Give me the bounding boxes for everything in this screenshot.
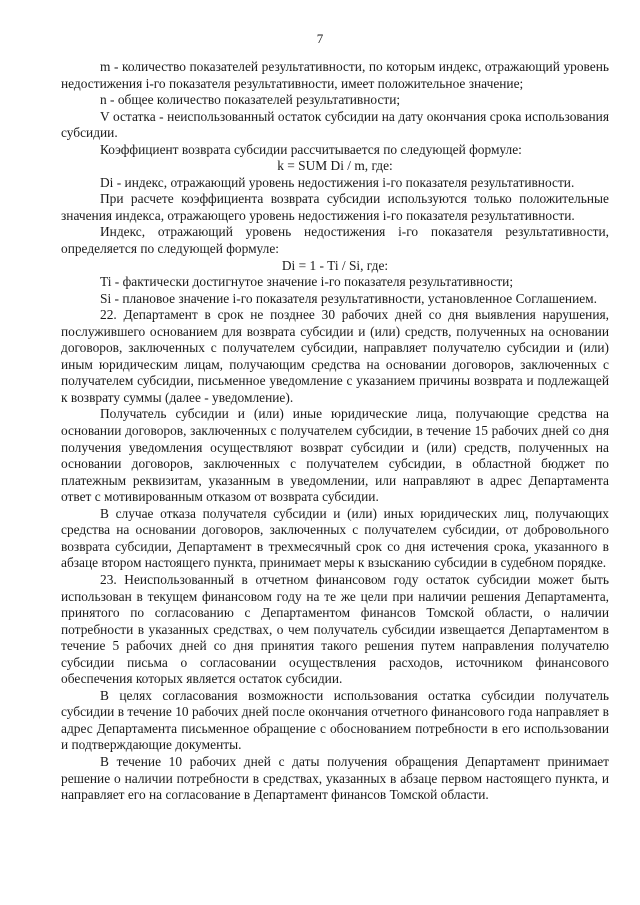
paragraph-coefficient-intro: Коэффициент возврата субсидии рассчитывается по следующей формуле: <box>100 141 522 157</box>
paragraph-refusal-case: В случае отказа получателя субсидии и (или) иных юридических лиц, получающих средства на основании договоров, заключенных с получателем субсидии, от добровольного возврата субсидии, Департамент в трехмесячный срок со дня истечения срока, указанного в абзаце втором настоящего пункта, принимает меры к взысканию субсидии в судебном порядке. <box>61 505 609 571</box>
paragraph-v-definition: V остатка - неиспользованный остаток субсидии на дату окончания срока использования субсидии. <box>61 108 609 141</box>
paragraph-n-definition: n - общее количество показателей результативности; <box>100 92 401 108</box>
paragraph-index-intro: Индекс, отражающий уровень недостижения i-го показателя результативности, определяется по следующей формуле: <box>61 224 609 257</box>
paragraph-refund-procedure: Получатель субсидии и (или) иные юридические лица, получающие средства на основании договоров, заключенных с получателем субсидии, в течение 15 рабочих дней со дня получения уведомления осуществляют возврат субсидии и (или) средств, полученных на основании договоров, заключенных с получателем субсидии, в областной бюджет по платежным реквизитам, указанным в уведомлении, или направляют в адрес Департамента ответ с мотивированным отказом от возврата субсидии. <box>61 406 609 505</box>
paragraph-m-definition: m - количество показателей результативности, по которым индекс, отражающий уровень недостижения i-го показателя результативности, имеет положительное значение; <box>61 59 609 91</box>
paragraph-positive-values: При расчете коэффициента возврата субсидии используются только положительные значения индекса, отражающего уровень недостижения i-го показателя результативности. <box>61 191 609 223</box>
paragraph-ti-definition: Ti - фактически достигнутое значение i-го показателя результативности; <box>100 274 514 290</box>
formula-k: k = SUM Di / m, где: <box>277 158 393 174</box>
page-body <box>61 59 609 804</box>
paragraph-clause-22: 22. Департамент в срок не позднее 30 рабочих дней со дня выявления нарушения, послужившего основанием для возврата субсидии и (или) средств, полученных на основании договоров, заключенных с получателем субсидии, направляет получателю субсидии и (или) иным юридическим лицам, получающим средства на основании договоров, заключенных с получателем субсидии, письменное уведомление с указанием причины возврата и подлежащей к возврату суммы (далее - уведомление). <box>61 307 609 405</box>
page-number: 7 <box>316 31 324 46</box>
paragraph-clause-23: 23. Неиспользованный в отчетном финансовом году остаток субсидии может быть использован в текущем финансовом году на те же цели при наличии решения Департамента, принятого по согласованию с Департаментом финансов Томской области, о наличии потребности в указанных средствах, о чем получатель субсидии извещается Департаментом в течение 5 рабочих дней со дня принятия такого решения путем направления получателю субсидии письма о согласовании осуществления расходов, источником финансового обеспечения которых является остаток субсидии. <box>61 571 609 687</box>
formula-di: Di = 1 - Ti / Si, где: <box>281 257 389 273</box>
paragraph-si-definition: Si - плановое значение i-го показателя результативности, установленное Соглашением. <box>100 290 598 306</box>
paragraph-di-definition: Di - индекс, отражающий уровень недостижения i-го показателя результативности. <box>100 174 575 190</box>
paragraph-approval-request: В целях согласования возможности использования остатка субсидии получатель субсидии в течение 10 рабочих дней после окончания отчетного финансового года направляет в адрес Департамента письменное обращение с обоснованием потребности в его использовании и подтверждающие документы. <box>61 687 609 753</box>
paragraph-decision-term: В течение 10 рабочих дней с даты получения обращения Департамент принимает решение о наличии потребности в средствах, указанных в абзаце первом настоящего пункта, и направляет его на согласование в Департамент финансов Томской области. <box>61 753 609 803</box>
